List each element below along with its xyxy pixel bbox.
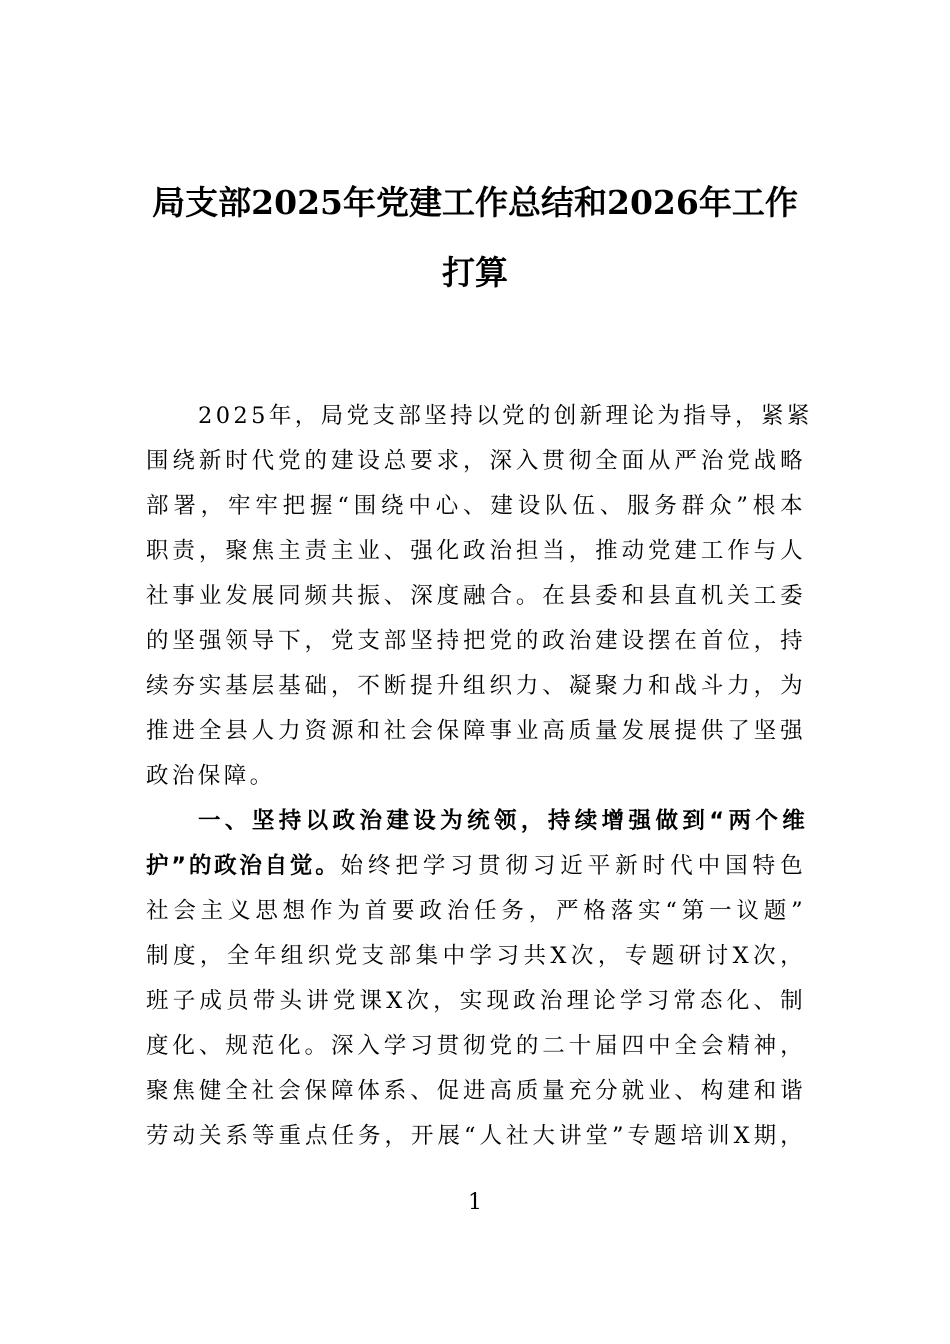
section-1-line: 班子成员带头讲党课X次，实现政治理论学习常态化、制 (146, 988, 806, 1014)
section-1-text: 始终把学习贯彻习近平新时代中国特色 (340, 853, 806, 879)
page-number: 1 (468, 1190, 482, 1215)
body-text (146, 394, 813, 1159)
section-1-heading-end: 护”的政治自觉。 (146, 853, 341, 879)
intro-line: 政治保障。 (146, 763, 276, 789)
title-line-1: 局支部2025年党建工作总结和2026年工作 (152, 183, 798, 222)
section-1-line: 劳动关系等重点任务，开展“人社大讲堂”专题培训X期， (146, 1123, 806, 1149)
section-1-line: 聚焦健全社会保障体系、促进高质量充分就业、构建和谐 (146, 1078, 806, 1104)
intro-line: 推进全县人力资源和社会保障事业高质量发展提供了坚强 (146, 718, 806, 744)
section-1-heading: 一、坚持以政治建设为统领，持续增强做到“两个维 (198, 808, 806, 834)
title-line-2: 打算 (442, 253, 508, 292)
section-1-line: 制度，全年组织党支部集中学习共X次，专题研讨X次， (146, 943, 806, 969)
intro-line: 职责，聚焦主责主业、强化政治担当，推动党建工作与人 (146, 538, 806, 564)
section-1-line: 度化、规范化。深入学习贯彻党的二十届四中全会精神， (146, 1033, 806, 1059)
intro-line: 2025年，局党支部坚持以党的创新理论为指导，紧紧 (198, 403, 813, 429)
section-1-line: 社会主义思想作为首要政治任务，严格落实“第一议题” (146, 898, 806, 924)
intro-line: 围绕新时代党的建设总要求，深入贯彻全面从严治党战略 (146, 448, 806, 474)
document-title (140, 168, 810, 308)
section-1-line (146, 844, 806, 889)
intro-line: 续夯实基层基础，不断提升组织力、凝聚力和战斗力，为 (146, 673, 806, 699)
intro-line: 的坚强领导下，党支部坚持把党的政治建设摆在首位，持 (146, 628, 806, 654)
intro-line: 部署，牢牢把握“围绕中心、建设队伍、服务群众”根本 (146, 493, 806, 519)
intro-line: 社事业发展同频共振、深度融合。在县委和县直机关工委 (146, 583, 806, 609)
